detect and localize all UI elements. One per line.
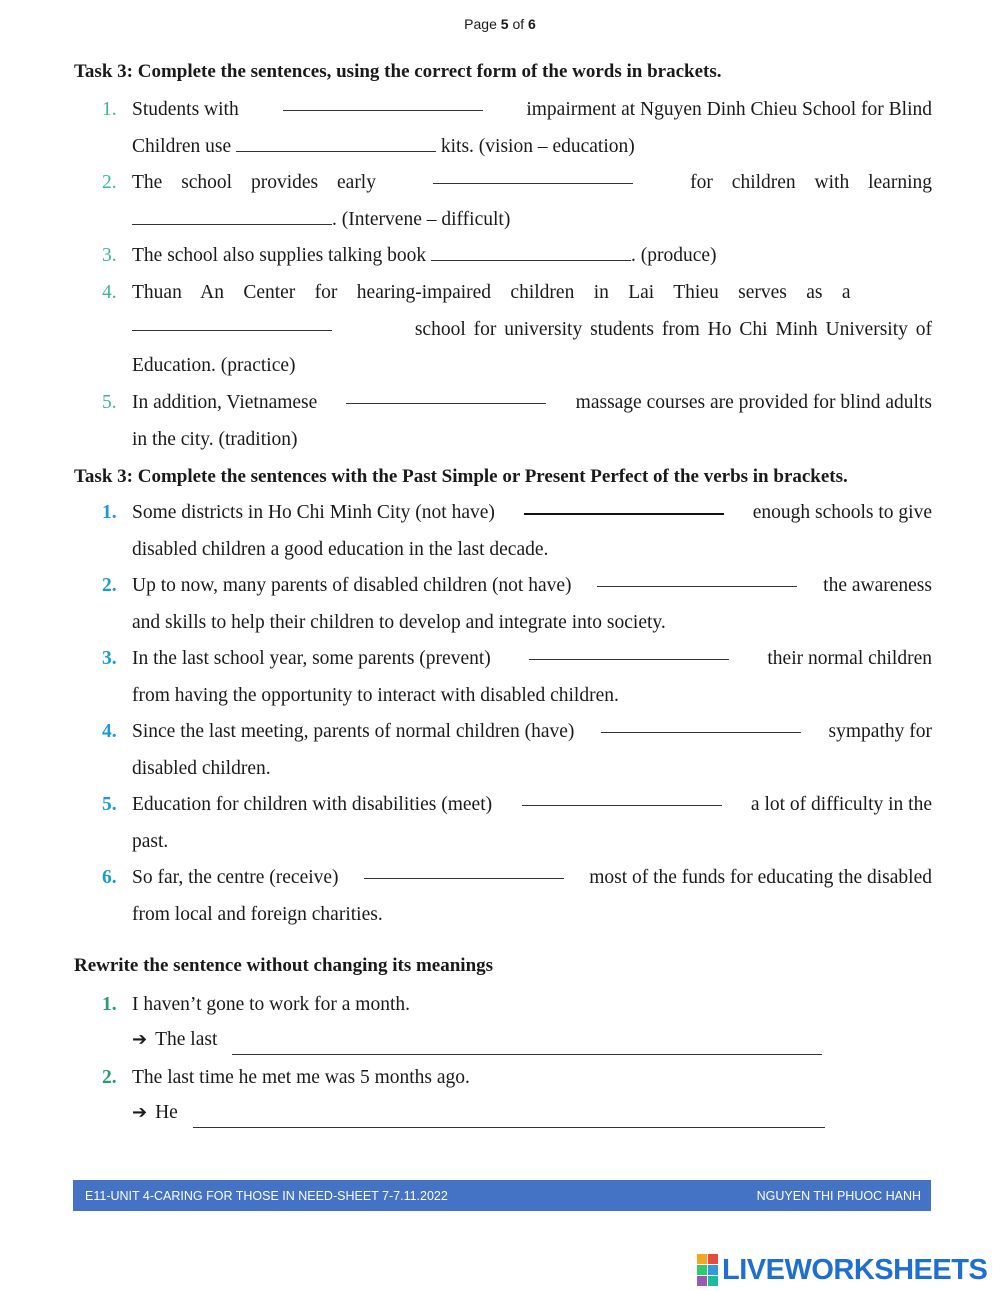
page-number: Page 5 of 6 <box>464 16 536 32</box>
task-a-item-5: 5. In addition, Vietnamese massage courses are provided for blind adults in the city. (tradition) <box>102 385 932 458</box>
liveworksheets-logo <box>697 1253 987 1287</box>
item-number: 2. <box>102 1067 117 1088</box>
answer-blank[interactable] <box>283 92 483 111</box>
item-number: 3. <box>102 245 117 266</box>
item-number: 1. <box>102 994 117 1015</box>
logo-text: LIVEWORKSHEETS <box>722 1253 988 1286</box>
footer-right: NGUYEN THI PHUOC HANH <box>756 1188 921 1203</box>
item-number: 6. <box>102 867 117 888</box>
answer-blank[interactable] <box>236 133 436 152</box>
item-number: 2. <box>102 172 117 193</box>
item-number: 5. <box>102 794 117 815</box>
answer-blank[interactable] <box>132 206 332 225</box>
item-number: 2. <box>102 575 117 596</box>
item-number: 1. <box>102 99 117 120</box>
rewrite-item-2: 2. The last time he met me was 5 months ago. <box>102 1060 932 1097</box>
task-a-item-4: 4. Thuan An Center for hearing-impaired children in Lai Thieu serves as a school for university students from Ho Chi Minh University of Education. (practice) <box>102 275 932 385</box>
answer-blank[interactable] <box>346 385 546 404</box>
footer-left: E11-UNIT 4-CARING FOR THOSE IN NEED-SHEET 7-7.11.2022 <box>85 1188 448 1203</box>
task-a-item-1: 1. Students with impairment at Nguyen Dinh Chieu School for Blind Children use kits. (vision – education) <box>102 92 932 165</box>
page-footer <box>73 1180 931 1211</box>
task-b-item-6: 6. So far, the centre (receive) most of the funds for educating the disabled from local and foreign charities. <box>102 860 932 933</box>
answer-blank[interactable] <box>431 242 631 261</box>
rewrite-item-1: 1. I haven’t gone to work for a month. <box>102 987 932 1024</box>
task-b-item-5: 5. Education for children with disabilities (meet) a lot of difficulty in the past. <box>102 787 932 860</box>
rewrite-title: Rewrite the sentence without changing its meanings <box>74 955 494 976</box>
task-b-item-1: 1. Some districts in Ho Chi Minh City (not have) enough schools to give disabled children a good education in the last decade. <box>102 495 932 568</box>
task-a-item-3: 3. The school also supplies talking book . (produce) <box>102 238 932 275</box>
item-number: 4. <box>102 721 117 742</box>
arrow-right-icon: ➔ <box>132 1029 148 1050</box>
item-number: 5. <box>102 392 117 413</box>
answer-blank[interactable] <box>364 860 564 879</box>
answer-blank[interactable] <box>529 641 729 660</box>
item-number: 3. <box>102 648 117 669</box>
answer-blank[interactable] <box>522 787 722 806</box>
answer-line[interactable] <box>232 1032 822 1055</box>
arrow-right-icon: ➔ <box>132 1102 148 1123</box>
answer-line[interactable] <box>193 1105 825 1128</box>
item-number: 1. <box>102 502 117 523</box>
logo-icon <box>697 1254 718 1286</box>
answer-blank[interactable] <box>524 495 724 515</box>
task-b-title: Task 3: Complete the sentences with the Past Simple or Present Perfect of the verbs in brackets. <box>74 466 848 487</box>
task-a-title: Task 3: Complete the sentences, using the correct form of the words in brackets. <box>74 61 722 82</box>
rewrite-answer-1: ➔ The last <box>132 1025 822 1055</box>
answer-blank[interactable] <box>597 568 797 587</box>
answer-blank[interactable] <box>132 312 332 331</box>
item-number: 4. <box>102 282 117 303</box>
task-b-item-3: 3. In the last school year, some parents (prevent) their normal children from having the opportunity to interact with disabled children. <box>102 641 932 714</box>
task-b-item-2: 2. Up to now, many parents of disabled children (not have) the awareness and skills to help their children to develop and integrate into society. <box>102 568 932 641</box>
answer-blank[interactable] <box>601 714 801 733</box>
task-b-item-4: 4. Since the last meeting, parents of normal children (have) sympathy for disabled children. <box>102 714 932 787</box>
rewrite-answer-2: ➔ He <box>132 1098 825 1128</box>
answer-blank[interactable] <box>433 165 633 184</box>
task-a-item-2: 2. The school provides early for children with learning . (Intervene – difficult) <box>102 165 932 238</box>
